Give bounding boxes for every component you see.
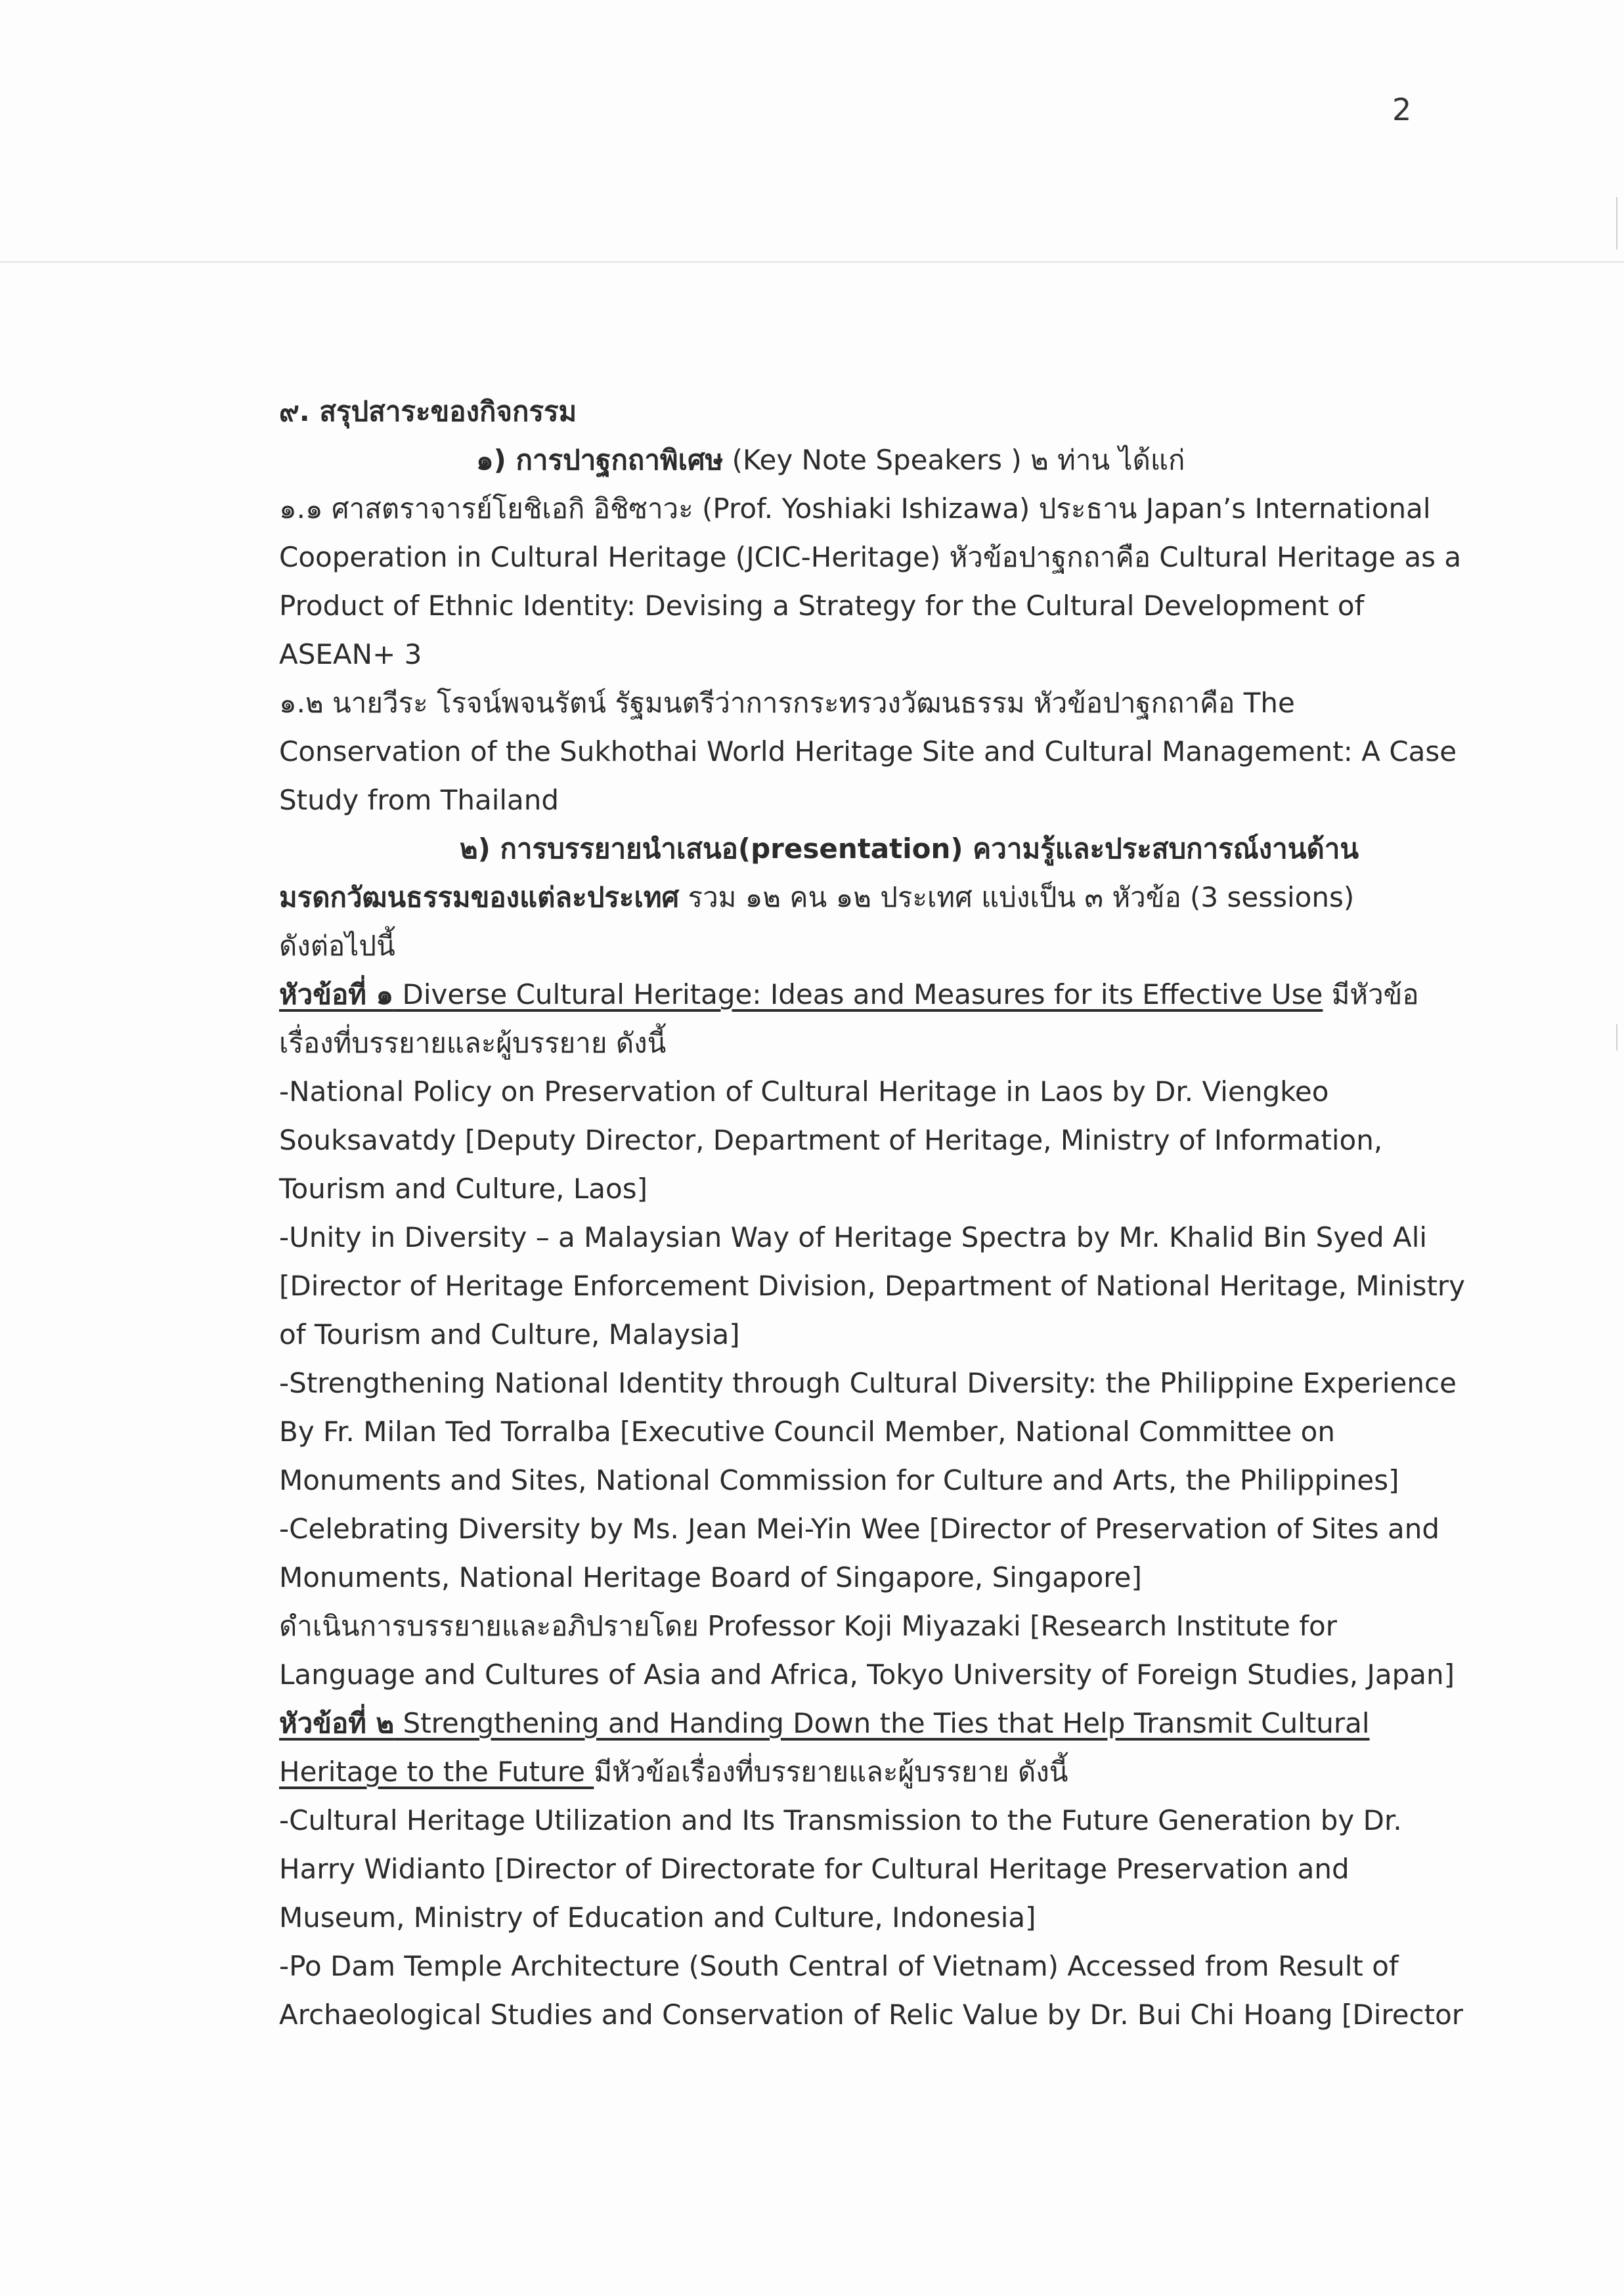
scan-edge-mark [1616,1024,1617,1051]
session1-heading [279,970,1419,1019]
session1-line: [Director of Heritage Enforcement Division, Department of National Heritage, Ministry [279,1270,1466,1302]
session2-line: Harry Widianto [Director of Directorate for Cultural Heritage Preservation and [279,1853,1350,1885]
session1-line: of Tourism and Culture, Malaysia] [279,1318,740,1351]
keynote-heading-bold: ๑) การปาฐกถาพิเศษ [476,444,724,476]
session1-line: -National Policy on Preservation of Cultural Heritage in Laos by Dr. Viengkeo [279,1075,1329,1108]
session2-line: Museum, Ministry of Education and Culture, Indonesia] [279,1901,1036,1934]
session1-line: By Fr. Milan Ted Torralba [Executive Council Member, National Committee on [279,1416,1335,1448]
keynote-line: ๑.๑ ศาสตราจารย์โยชิเอกิ อิชิซาวะ (Prof. Yoshiaki Ishizawa) ประธาน Japan’s International [279,492,1431,525]
scan-fold-line [0,261,1624,263]
presentation-heading: ๒) การบรรยายนำเสนอ(presentation) ความรู้และประสบการณ์งานด้าน [460,833,1359,865]
keynote-heading-rest: (Key Note Speakers ) ๒ ท่าน ได้แก่ [723,444,1185,476]
keynote-heading [279,436,1409,485]
session1-line: Tourism and Culture, Laos] [279,1173,647,1205]
session1-title: Diverse Cultural Heritage: Ideas and Measures for its Effective Use [393,978,1323,1010]
session2-heading [279,1699,1409,1748]
session1-line: ดำเนินการบรรยายและอภิปรายโดย Professor Koji Miyazaki [Research Institute for [279,1610,1337,1642]
session2-title-line2: Heritage to the Future [279,1756,594,1788]
keynote-line: ๑.๒ นายวีระ โรจน์พจนรัตน์ รัฐมนตรีว่าการกระทรวงวัฒนธรรม หัวข้อปาฐกถาคือ The [279,687,1295,719]
scan-edge-mark [1616,197,1617,249]
keynote-line: Cooperation in Cultural Heritage (JCIC-Heritage) หัวข้อปาฐกถาคือ Cultural Heritage as a [279,541,1462,573]
session1-line: Monuments, National Heritage Board of Singapore, Singapore] [279,1561,1142,1593]
session1-line: -Unity in Diversity – a Malaysian Way of Heritage Spectra by Mr. Khalid Bin Syed Ali [279,1221,1428,1253]
session1-after-title: มีหัวข้อ [1323,978,1419,1010]
session2-line: Archaeological Studies and Conservation of Relic Value by Dr. Bui Chi Hoang [Director [279,1999,1464,2031]
document-body [279,387,1466,2039]
presentation-heading-rest: รวม ๑๒ คน ๑๒ ประเทศ แบ่งเป็น ๓ หัวข้อ (3 sessions) [679,881,1355,913]
session1-line: -Strengthening National Identity through Cultural Diversity: the Philippine Experience [279,1367,1457,1399]
keynote-line: ASEAN+ 3 [279,638,422,670]
session2-line: -Cultural Heritage Utilization and Its Transmission to the Future Generation by Dr. [279,1804,1402,1836]
session1-line: Souksavatdy [Deputy Director, Department of Heritage, Ministry of Information, [279,1124,1383,1156]
keynote-line: Conservation of the Sukhothai World Heritage Site and Cultural Management: A Case [279,735,1457,768]
session1-label: หัวข้อที่ ๑ [279,978,394,1010]
session2-heading-line2 [279,1748,1409,1796]
session1-line: Language and Cultures of Asia and Africa, Tokyo University of Foreign Studies, Japan] [279,1658,1455,1691]
page-number: 2 [1392,92,1412,127]
session2-after-title: มีหัวข้อเรื่องที่บรรยายและผู้บรรยาย ดังนี้ [594,1756,1068,1788]
keynote-line: Study from Thailand [279,784,560,816]
session1-intro: เรื่องที่บรรยายและผู้บรรยาย ดังนี้ [279,1027,667,1059]
keynote-line: Product of Ethnic Identity: Devising a Strategy for the Cultural Development of [279,590,1365,622]
session2-label: หัวข้อที่ ๒ [279,1707,395,1739]
presentation-heading-bold: มรดกวัฒนธรรมของแต่ละประเทศ [279,881,680,913]
session2-title-line1: Strengthening and Handing Down the Ties that Help Transmit Cultural [394,1707,1370,1739]
section-heading: ๙. สรุปสาระของกิจกรรม [279,395,577,427]
session1-line: -Celebrating Diversity by Ms. Jean Mei-Yin Wee [Director of Preservation of Sites and [279,1513,1440,1545]
presentation-heading-line3: ดังต่อไปนี้ [279,930,395,962]
session2-line: -Po Dam Temple Architecture (South Central of Vietnam) Accessed from Result of [279,1950,1399,1982]
session1-line: Monuments and Sites, National Commission for Culture and Arts, the Philippines] [279,1464,1399,1496]
presentation-heading-line2 [279,873,1409,922]
